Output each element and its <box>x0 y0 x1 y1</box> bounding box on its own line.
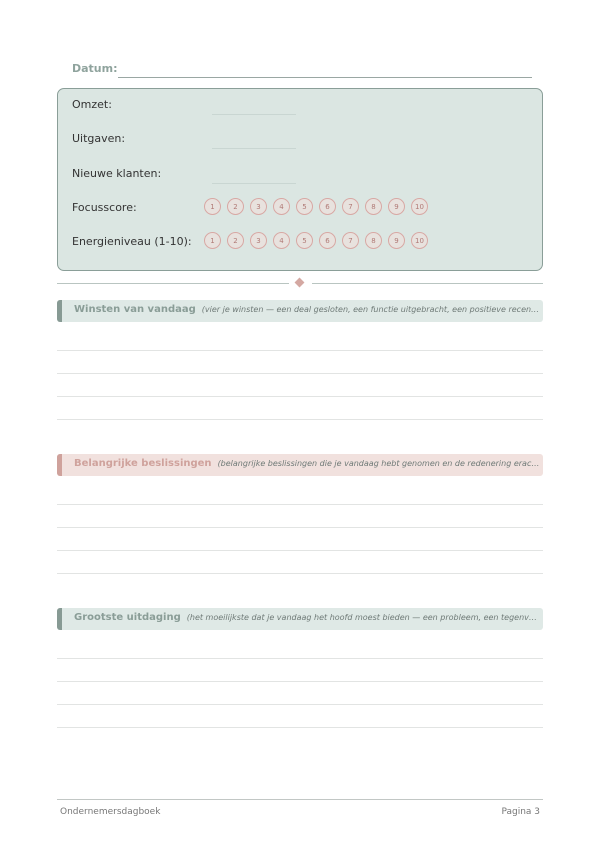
footer-divider <box>57 799 543 800</box>
section-accent-bar <box>57 300 62 322</box>
focus-option[interactable]: 3 <box>250 198 267 215</box>
section-accent-bar <box>57 608 62 630</box>
writing-line[interactable] <box>57 551 543 574</box>
divider-left <box>57 282 289 284</box>
writing-line[interactable] <box>57 682 543 705</box>
section-title: Winsten van vandaag (vier je winsten — een deal gesloten, een functie uitgebracht, een positieve recen… <box>74 304 540 315</box>
new-clients-field[interactable] <box>212 183 296 184</box>
energy-option[interactable]: 4 <box>273 232 290 249</box>
focus-option[interactable]: 8 <box>365 198 382 215</box>
writing-line[interactable] <box>57 397 543 420</box>
energy-option[interactable]: 10 <box>411 232 428 249</box>
focus-option[interactable]: 5 <box>296 198 313 215</box>
new-clients-row <box>72 167 532 187</box>
date-row <box>72 62 532 80</box>
energy-scale <box>204 232 428 249</box>
section-hint: (belangrijke beslissingen die je vandaag hebt genomen en de redenering erac… <box>217 459 540 468</box>
energy-option[interactable]: 8 <box>365 232 382 249</box>
focus-scale <box>204 198 428 215</box>
section-title: Grootste uitdaging (het moeilijkste dat je vandaag het hoofd moest bieden — een probleem, een tegenv… <box>74 612 537 623</box>
writing-line[interactable] <box>57 482 543 505</box>
section-hint: (vier je winsten — een deal gesloten, een functie uitgebracht, een positieve recen… <box>201 305 540 314</box>
energy-option[interactable]: 3 <box>250 232 267 249</box>
writing-line[interactable] <box>57 528 543 551</box>
expenses-label: Uitgaven: <box>72 132 126 145</box>
page-number: Pagina 3 <box>501 807 540 817</box>
wins-writing-area[interactable] <box>57 328 543 420</box>
section-hint: (het moeilijkste dat je vandaag het hoofd moest bieden — een probleem, een tegenv… <box>186 613 537 622</box>
focus-option[interactable]: 4 <box>273 198 290 215</box>
writing-line[interactable] <box>57 351 543 374</box>
focus-option[interactable]: 2 <box>227 198 244 215</box>
writing-line[interactable] <box>57 659 543 682</box>
divider-right <box>312 282 543 284</box>
footer-title: Ondernemersdagboek <box>60 807 161 817</box>
revenue-field[interactable] <box>212 114 296 115</box>
decisions-section-header <box>57 454 543 476</box>
focus-option[interactable]: 10 <box>411 198 428 215</box>
section-accent-bar <box>57 454 62 476</box>
energy-option[interactable]: 9 <box>388 232 405 249</box>
energy-option[interactable]: 2 <box>227 232 244 249</box>
writing-line[interactable] <box>57 636 543 659</box>
section-title: Belangrijke beslissingen (belangrijke beslissingen die je vandaag hebt genomen en de redenering erac… <box>74 458 540 469</box>
focus-option[interactable]: 1 <box>204 198 221 215</box>
revenue-label: Omzet: <box>72 98 112 111</box>
daily-metrics-panel <box>57 88 543 271</box>
energy-option[interactable]: 5 <box>296 232 313 249</box>
focus-label: Focusscore: <box>72 201 137 214</box>
energy-row <box>72 235 532 255</box>
focus-row <box>72 201 532 221</box>
focus-option[interactable]: 9 <box>388 198 405 215</box>
focus-option[interactable]: 6 <box>319 198 336 215</box>
energy-option[interactable]: 6 <box>319 232 336 249</box>
writing-line[interactable] <box>57 505 543 528</box>
decisions-writing-area[interactable] <box>57 482 543 574</box>
challenge-writing-area[interactable] <box>57 636 543 728</box>
wins-section-header <box>57 300 543 322</box>
focus-option[interactable]: 7 <box>342 198 359 215</box>
energy-option[interactable]: 1 <box>204 232 221 249</box>
new-clients-label: Nieuwe klanten: <box>72 167 162 180</box>
writing-line[interactable] <box>57 374 543 397</box>
revenue-row <box>72 98 532 118</box>
challenge-section-header <box>57 608 543 630</box>
date-field[interactable] <box>118 77 532 78</box>
date-label: Datum: <box>72 62 118 75</box>
expenses-field[interactable] <box>212 148 296 149</box>
divider-diamond-icon <box>295 278 305 288</box>
energy-label: Energieniveau (1-10): <box>72 235 192 248</box>
writing-line[interactable] <box>57 328 543 351</box>
writing-line[interactable] <box>57 705 543 728</box>
energy-option[interactable]: 7 <box>342 232 359 249</box>
expenses-row <box>72 132 532 152</box>
